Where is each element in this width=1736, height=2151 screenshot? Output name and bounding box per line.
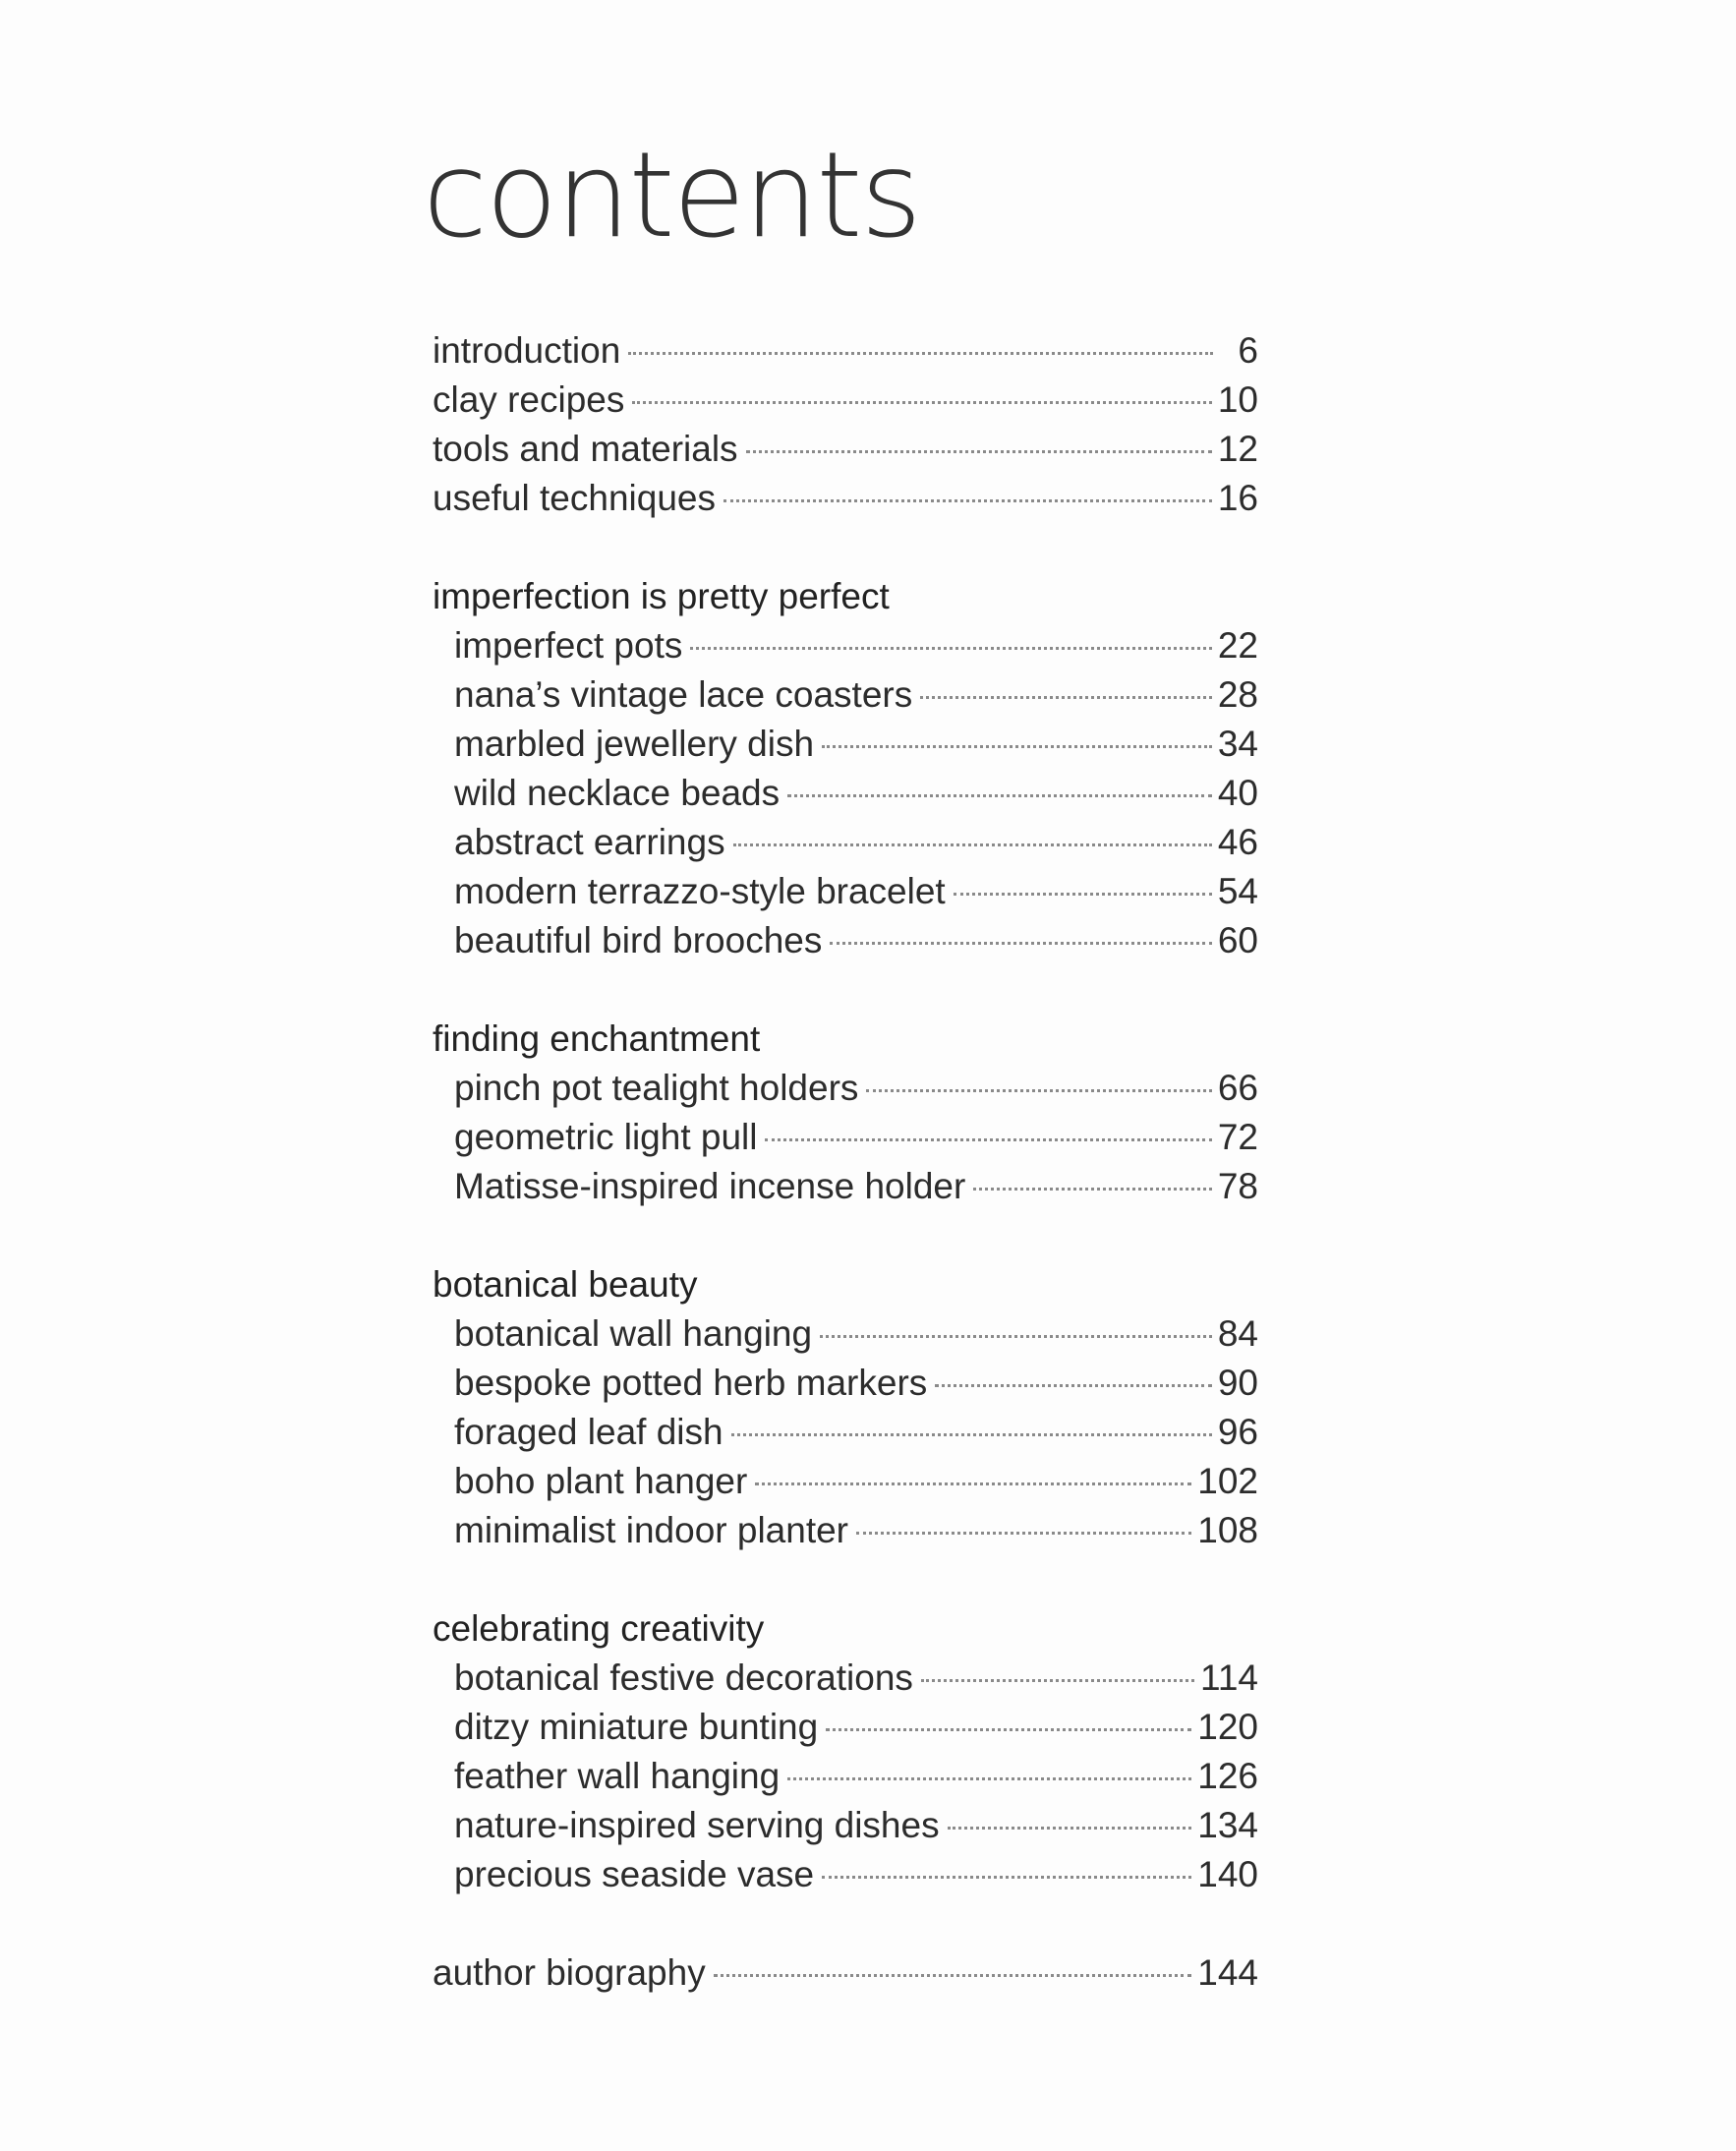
toc-entry-label: beautiful bird brooches	[454, 920, 823, 960]
dot-leader	[856, 1532, 1191, 1535]
toc-entry-label: useful techniques	[433, 478, 716, 518]
toc-entry[interactable]	[433, 1359, 1258, 1408]
toc-entry-label: botanical wall hanging	[454, 1313, 813, 1354]
dot-leader	[632, 401, 1211, 404]
dot-leader	[723, 499, 1212, 502]
toc-entry-page: 102	[1197, 1461, 1258, 1501]
toc-entry[interactable]	[433, 916, 1258, 965]
toc-entry[interactable]	[433, 1850, 1258, 1899]
toc-entry-page: 108	[1197, 1510, 1258, 1550]
dot-leader	[690, 647, 1211, 650]
toc-entry-page: 84	[1217, 1313, 1258, 1354]
toc-entry-label: tools and materials	[433, 429, 738, 469]
toc-entry-label: minimalist indoor planter	[454, 1510, 849, 1550]
toc-group-back-matter	[433, 1948, 1258, 1998]
dot-leader	[765, 1138, 1211, 1141]
toc-entry-label: foraged leaf dish	[454, 1412, 723, 1452]
toc-entry-page: 60	[1217, 920, 1258, 960]
toc-entry[interactable]	[433, 326, 1258, 376]
dot-leader	[973, 1188, 1212, 1191]
dot-leader	[920, 696, 1212, 699]
toc-section-heading[interactable]: finding enchantment	[433, 1018, 761, 1059]
dot-leader	[822, 1876, 1191, 1879]
toc-entry-label: bespoke potted herb markers	[454, 1363, 928, 1403]
dot-leader	[733, 843, 1212, 846]
toc-group-front-matter	[433, 326, 1258, 523]
toc-entry[interactable]	[433, 1064, 1258, 1113]
toc-entry[interactable]	[433, 1506, 1258, 1555]
dot-leader	[954, 893, 1212, 896]
toc-entry-page: 10	[1217, 379, 1258, 420]
toc-section	[433, 572, 1258, 965]
toc-entry-label: botanical festive decorations	[454, 1657, 913, 1698]
toc-entry-label: abstract earrings	[454, 822, 725, 862]
toc-entry-page: 72	[1217, 1117, 1258, 1157]
toc-entry-label: precious seaside vase	[454, 1854, 815, 1894]
toc-entry-label: pinch pot tealight holders	[454, 1068, 859, 1108]
toc-entry[interactable]	[433, 425, 1258, 474]
toc-entry[interactable]	[433, 1654, 1258, 1703]
toc-entry[interactable]	[433, 769, 1258, 818]
dot-leader	[787, 794, 1212, 797]
table-of-contents	[433, 326, 1258, 2047]
dot-leader	[921, 1679, 1194, 1682]
dot-leader	[746, 450, 1212, 453]
toc-entry-label: nature-inspired serving dishes	[454, 1805, 940, 1845]
toc-section	[433, 1260, 1258, 1555]
dot-leader	[787, 1777, 1191, 1780]
toc-entry-label: ditzy miniature bunting	[454, 1707, 819, 1747]
toc-entry-page: 28	[1217, 674, 1258, 715]
dot-leader	[822, 745, 1212, 748]
toc-section	[433, 1015, 1258, 1211]
toc-entry[interactable]	[433, 1162, 1258, 1211]
toc-entry-label: clay recipes	[433, 379, 625, 420]
toc-entry-page: 34	[1217, 724, 1258, 764]
toc-section	[433, 1604, 1258, 1899]
toc-entry-label: geometric light pull	[454, 1117, 758, 1157]
dot-leader	[866, 1089, 1211, 1092]
toc-entry-label: wild necklace beads	[454, 773, 781, 813]
toc-entry-page: 6	[1238, 330, 1258, 371]
toc-entry[interactable]	[433, 867, 1258, 916]
toc-entry[interactable]	[433, 1703, 1258, 1752]
toc-entry-page: 96	[1217, 1412, 1258, 1452]
toc-entry[interactable]	[433, 1309, 1258, 1359]
page-title: contents	[423, 128, 920, 264]
toc-entry-label: boho plant hanger	[454, 1461, 748, 1501]
toc-entry[interactable]	[433, 1408, 1258, 1457]
toc-entry-page: 140	[1197, 1854, 1258, 1894]
dot-leader	[830, 942, 1211, 945]
toc-entry-page: 66	[1217, 1068, 1258, 1108]
dot-leader	[826, 1728, 1191, 1731]
dot-leader	[731, 1433, 1212, 1436]
toc-section-heading[interactable]: celebrating creativity	[433, 1608, 765, 1649]
toc-entry-page: 144	[1197, 1952, 1258, 1993]
dot-leader	[820, 1335, 1212, 1338]
toc-entry-page: 12	[1217, 429, 1258, 469]
toc-entry-page: 90	[1217, 1363, 1258, 1403]
toc-entry[interactable]	[433, 1752, 1258, 1801]
toc-section-heading[interactable]: imperfection is pretty perfect	[433, 576, 890, 616]
toc-entry[interactable]	[433, 474, 1258, 523]
toc-entry[interactable]	[433, 670, 1258, 720]
dot-leader	[714, 1974, 1192, 1977]
toc-entry-page: 126	[1197, 1756, 1258, 1796]
toc-entry-page: 40	[1217, 773, 1258, 813]
toc-entry[interactable]	[433, 1948, 1258, 1998]
toc-entry-page: 54	[1217, 871, 1258, 911]
dot-leader	[755, 1482, 1191, 1485]
dot-leader	[628, 352, 1213, 355]
toc-entry-page: 114	[1200, 1657, 1258, 1698]
toc-entry-label: nana’s vintage lace coasters	[454, 674, 913, 715]
toc-entry[interactable]	[433, 818, 1258, 867]
toc-entry[interactable]	[433, 720, 1258, 769]
toc-entry-page: 46	[1217, 822, 1258, 862]
toc-entry-page: 120	[1197, 1707, 1258, 1747]
toc-entry-page: 16	[1217, 478, 1258, 518]
toc-entry-label: marbled jewellery dish	[454, 724, 815, 764]
toc-entry-label: author biography	[433, 1952, 706, 1993]
toc-entry-label: modern terrazzo-style bracelet	[454, 871, 946, 911]
toc-entry-label: introduction	[433, 330, 621, 371]
toc-entry[interactable]	[433, 1457, 1258, 1506]
dot-leader	[948, 1827, 1192, 1830]
toc-entry[interactable]	[433, 1113, 1258, 1162]
toc-entry-page: 78	[1217, 1166, 1258, 1206]
toc-section-heading[interactable]: botanical beauty	[433, 1264, 698, 1305]
toc-entry[interactable]	[433, 621, 1258, 670]
toc-entry-label: imperfect pots	[454, 625, 683, 666]
toc-entry-page: 134	[1197, 1805, 1258, 1845]
toc-entry-page: 22	[1217, 625, 1258, 666]
toc-entry[interactable]	[433, 1801, 1258, 1850]
toc-entry[interactable]	[433, 376, 1258, 425]
dot-leader	[935, 1384, 1212, 1387]
toc-entry-label: Matisse-inspired incense holder	[454, 1166, 966, 1206]
toc-entry-label: feather wall hanging	[454, 1756, 781, 1796]
